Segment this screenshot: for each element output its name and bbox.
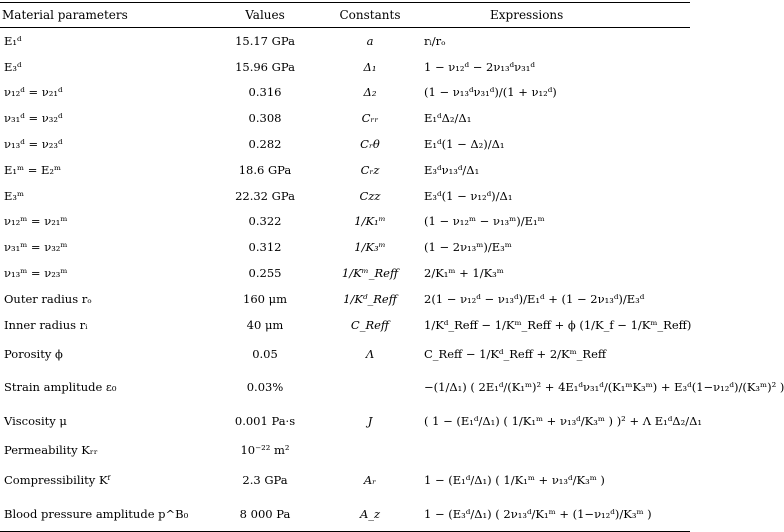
constant-cell: Aᵣ bbox=[363, 473, 377, 488]
table-row bbox=[0, 157, 690, 183]
constant-cell: Δ₂ bbox=[363, 85, 377, 100]
expression-cell: E₃ᵈν₁₃ᵈ/Δ₁ bbox=[424, 162, 480, 177]
parameter-cell: Blood pressure amplitude p^B₀ bbox=[0, 497, 210, 532]
parameter-cell: Strain amplitude ε₀ bbox=[4, 379, 117, 394]
expression-cell: rᵢ/rₒ bbox=[424, 33, 446, 48]
expression-cell: 1 − (E₃ᵈ/Δ₁) ( 2ν₁₃ᵈ/K₁ᵐ + (1−ν₁₂ᵈ)/K₃ᵐ ) bbox=[420, 497, 690, 532]
parameter-cell: E₁ᵐ = E₂ᵐ bbox=[4, 162, 62, 177]
value-cell: 0.316 bbox=[248, 85, 282, 100]
constant-cell bbox=[320, 370, 420, 404]
header-material-parameters: Material parameters bbox=[0, 3, 210, 28]
table-row bbox=[0, 312, 690, 338]
table-row bbox=[0, 260, 690, 286]
constant-cell: Δ₁ bbox=[363, 59, 377, 74]
value-cell: 160 μm bbox=[243, 291, 287, 306]
table-body bbox=[0, 28, 784, 532]
expression-cell: 1 − ν₁₂ᵈ − 2ν₁₃ᵈν₃₁ᵈ bbox=[424, 59, 535, 74]
expression-cell: E₁ᵈ(1 − Δ₂)/Δ₁ bbox=[424, 137, 505, 152]
expression-cell: C_Reff − 1/Kᵈ_Reff + 2/Kᵐ_Reff bbox=[424, 346, 607, 361]
value-cell: 15.96 GPa bbox=[235, 59, 295, 74]
header-constants: Constants bbox=[320, 3, 420, 28]
table-row bbox=[0, 404, 690, 438]
value-cell: 40 μm bbox=[246, 317, 284, 332]
value-cell: 10⁻²² m² bbox=[240, 443, 290, 458]
constant-cell: a bbox=[366, 33, 374, 48]
table-row bbox=[0, 131, 690, 157]
expression-cell: (1 − ν₁₂ᵐ − ν₁₃ᵐ)/E₁ᵐ bbox=[424, 214, 545, 229]
table-row bbox=[0, 183, 690, 209]
expression-cell: (1 − 2ν₁₃ᵐ)/E₃ᵐ bbox=[424, 240, 512, 255]
table-row bbox=[0, 497, 690, 532]
constant-cell: C_Reff bbox=[350, 317, 390, 332]
parameter-cell: ν₁₂ᵐ = ν₂₁ᵐ bbox=[4, 214, 68, 229]
table-header-row bbox=[0, 3, 690, 28]
constant-cell: 1/Kᵈ_Reff bbox=[343, 291, 397, 306]
expression-cell: (1 − ν₁₃ᵈν₃₁ᵈ)/(1 + ν₁₂ᵈ) bbox=[424, 85, 557, 100]
header-expressions: Expressions bbox=[420, 3, 690, 28]
value-cell: 18.6 GPa bbox=[238, 162, 292, 177]
parameter-cell: Inner radius rᵢ bbox=[4, 317, 88, 332]
value-cell: 0.001 Pa·s bbox=[234, 413, 296, 428]
parameter-cell: ν₃₁ᵈ = ν₃₂ᵈ bbox=[4, 111, 63, 126]
table-row bbox=[0, 80, 690, 106]
parameter-cell: E₃ᵈ bbox=[4, 59, 22, 74]
table-row bbox=[0, 438, 690, 464]
value-cell: 0.282 bbox=[248, 137, 282, 152]
expression-cell: 2/K₁ᵐ + 1/K₃ᵐ bbox=[424, 266, 504, 281]
expression-cell: −(1/Δ₁) ( 2E₁ᵈ/(K₁ᵐ)² + 4E₁ᵈν₃₁ᵈ/(K₁ᵐK₃ᵐ) + E₃ᵈ(1−ν₁₂ᵈ)/(K₃ᵐ)² ) bbox=[424, 379, 784, 394]
parameter-cell: Outer radius rₒ bbox=[4, 291, 92, 306]
table-row bbox=[0, 370, 690, 404]
table-row bbox=[0, 105, 690, 131]
parameter-cell: Viscosity μ bbox=[4, 413, 67, 428]
parameter-cell: ν₃₁ᵐ = ν₃₂ᵐ bbox=[4, 240, 68, 255]
parameter-cell: Compressibility Kᶠ bbox=[4, 473, 111, 488]
parameter-cell: Permeability Kᵣᵣ bbox=[4, 443, 98, 458]
parameter-cell: E₃ᵐ bbox=[4, 188, 25, 203]
expression-cell: 1/Kᵈ_Reff − 1/Kᵐ_Reff + ϕ (1/K_f − 1/Kᵐ_Reff) bbox=[424, 317, 692, 332]
constant-cell: Cᵣθ bbox=[360, 137, 380, 152]
table-row bbox=[0, 28, 690, 54]
table-row bbox=[0, 463, 690, 497]
table-row bbox=[0, 234, 690, 260]
value-cell: 0.05 bbox=[252, 346, 278, 361]
table-row bbox=[0, 338, 690, 370]
expression-cell: 1 − (E₁ᵈ/Δ₁) ( 1/K₁ᵐ + ν₁₃ᵈ/K₃ᵐ ) bbox=[424, 473, 605, 488]
value-cell: 22.32 GPa bbox=[235, 188, 295, 203]
parameter-cell: ν₁₃ᵐ = ν₂₃ᵐ bbox=[4, 266, 68, 281]
constant-cell: 1/K₃ᵐ bbox=[354, 240, 386, 255]
value-cell: 0.255 bbox=[248, 266, 282, 281]
header-values: Values bbox=[210, 3, 320, 28]
constant-cell: Cᵣz bbox=[360, 162, 380, 177]
expression-cell bbox=[420, 438, 690, 464]
constant-cell: J bbox=[367, 413, 373, 428]
table-row bbox=[0, 286, 690, 312]
value-cell: 0.322 bbox=[248, 214, 282, 229]
constant-cell bbox=[320, 438, 420, 464]
constant-cell: Cᵣᵣ bbox=[361, 111, 379, 126]
table-row bbox=[0, 209, 690, 235]
constant-cell: Λ bbox=[365, 346, 375, 361]
value-cell: 15.17 GPa bbox=[235, 33, 295, 48]
parameter-cell: E₁ᵈ bbox=[4, 33, 22, 48]
parameter-cell: ν₁₃ᵈ = ν₂₃ᵈ bbox=[4, 137, 63, 152]
parameter-cell: Porosity ϕ bbox=[4, 346, 63, 361]
value-cell: 2.3 GPa bbox=[242, 473, 288, 488]
expression-cell: E₃ᵈ(1 − ν₁₂ᵈ)/Δ₁ bbox=[424, 188, 513, 203]
constant-cell: 1/K₁ᵐ bbox=[354, 214, 386, 229]
constant-cell: Czz bbox=[359, 188, 381, 203]
expression-cell: ( 1 − (E₁ᵈ/Δ₁) ( 1/K₁ᵐ + ν₁₃ᵈ/K₃ᵐ ) )² + Λ E₁ᵈΔ₂/Δ₁ bbox=[424, 413, 703, 428]
value-cell: 0.03% bbox=[246, 379, 284, 394]
material-parameters-table bbox=[0, 2, 784, 532]
expression-cell: 2(1 − ν₁₂ᵈ − ν₁₃ᵈ)/E₁ᵈ + (1 − 2ν₁₃ᵈ)/E₃ᵈ bbox=[424, 291, 645, 306]
expression-cell: E₁ᵈΔ₂/Δ₁ bbox=[424, 111, 472, 126]
value-cell: 8 000 Pa bbox=[210, 497, 320, 532]
parameter-cell: ν₁₂ᵈ = ν₂₁ᵈ bbox=[4, 85, 63, 100]
constant-cell: A_z bbox=[320, 497, 420, 532]
value-cell: 0.312 bbox=[248, 240, 282, 255]
table-row bbox=[0, 54, 690, 80]
constant-cell: 1/Kᵐ_Reff bbox=[341, 266, 399, 281]
value-cell: 0.308 bbox=[248, 111, 282, 126]
